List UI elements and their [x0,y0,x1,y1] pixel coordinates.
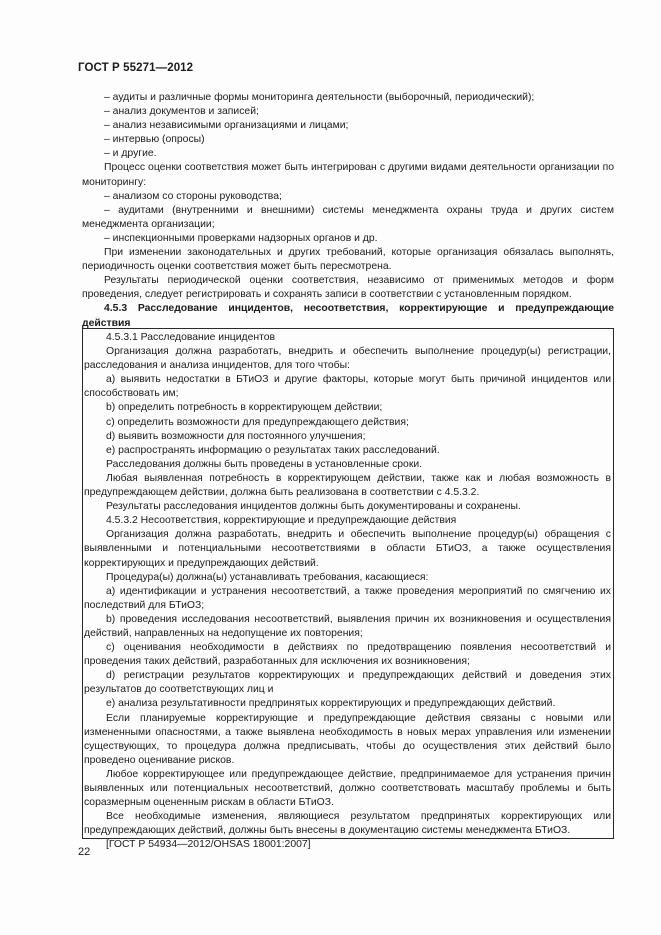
section-heading: 4.5.3 Расследование инцидентов, несоответствия, корректирующие и предупреждающие действия [82,303,614,329]
paragraph: Организация должна разработать, внедрить и обеспечить выполнение процедур(ы) регистрации, расследования и анализа инцидентов, для того чтобы: [84,346,611,372]
list-item: а) выявить недостатки в БТиОЗ и другие факторы, которые могут быть причиной инцидентов или способствовать им; [84,374,611,400]
paragraph: Любое корректирующее или предупреждающее действие, предпринимаемое для устранения причин выявленных или потенциальных несоответствий, должно соответствовать масштабу проблемы и быть соразмерным оцененным рискам в области БТиОЗ. [84,768,611,809]
document-header: ГОСТ Р 55271—2012 [78,62,194,74]
list-item: – анализ документов и записей; [104,106,259,118]
paragraph: Результаты расследования инцидентов должны быть документированы и сохранены. [106,501,521,513]
list-item: e) анализа результативности предпринятых корректирующих и предупреждающих действий. [106,698,556,710]
page-number: 22 [78,846,91,858]
paragraph: Организация должна разработать, внедрить и обеспечить выполнение процедур(ы) обращения с выявленными и потенциальными несоответствиями в области БТиОЗ, а также осуществления корректирующих и предупреждающих действий. [84,529,611,569]
paragraph: Расследования должны быть проведены в установленные сроки. [106,458,423,470]
list-item: d) регистрации результатов корректирующих и предупреждающих действий и доведения этих результатов до соответствующих лиц и [84,670,611,696]
paragraph: Любая выявленная потребность в корректирующем действии, также как и любая возможность в предупреждающем действии, должна быть реализована в соответствии с 4.5.3.2. [84,472,611,499]
list-item: – аудиты и различные формы мониторинга деятельности (выборочный, периодический); [104,92,535,103]
list-item: – инспекционными проверками надзорных органов и др. [104,232,378,244]
paragraph: Процесс оценки соответствия может быть интегрирован с другими видами деятельности организации по мониторингу: [82,162,614,188]
list-item: c) определить возможности для предупреждающего действия; [106,416,409,428]
list-item: – и другие. [104,148,157,160]
list-item: d) выявить возможности для постоянного улучшения; [106,430,366,442]
list-item: а) идентификации и устранения несоответствий, а также проведения мероприятий по смягчению их последствий для БТиОЗ; [84,585,611,611]
list-item: e) распространять информацию о результатах таких расследований. [106,444,440,456]
paragraph: Если планируемые корректирующие и предупреждающие действия связаны с новыми или измененными опасностями, а также выявлена необходимость в новых мерах управления или изменении существующих, то процедура должна предписывать, чтобы до осуществления этих действий было проведено оценивание рисков. [84,712,611,766]
paragraph: Результаты периодической оценки соответствия, независимо от применимых методов и форм проведения, следует регистрировать и сохранять записи в соответствии с установленным порядком. [82,275,614,301]
list-item: b) определить потребность в корректирующем действии; [106,402,383,414]
paragraph: При изменении законодательных и других требований, которые организация обязалась выполнять, периодичность оценки соответствия может быть пересмотрена. [82,247,614,273]
paragraph: Все необходимые изменения, являющиеся результатом предпринятых корректирующих или предупреждающих действий, должны быть внесены в документацию системы менеджмента БТиОЗ. [84,811,611,837]
list-item: b) проведения исследования несоответствий, выявления причин их возникновения и осуществления действий, направленных на недопущение их повторения; [84,613,611,639]
list-item: – анализом со стороны руководства; [104,190,282,202]
list-item: – аудитами (внутренними и внешними) системы менеджмента охраны труда и других систем менеджмента организации; [82,204,614,230]
reference-citation: [ГОСТ Р 54934—2012/OHSAS 18001:2007] [106,839,311,851]
paragraph: Процедура(ы) должна(ы) устанавливать требования, касающиеся: [106,571,429,583]
list-item: c) оценивания необходимости в действиях по предотвращению появления несоответствий и проведения таких действий, разработанных для исключения их возникновения; [84,642,611,668]
subsection-title: 4.5.3.1 Расследование инцидентов [106,332,276,343]
list-item: – интервью (опросы) [104,134,205,146]
main-text [82,91,614,331]
list-item: – анализ независимыми организациями и лицами; [104,120,349,132]
subsection-title: 4.5.3.2 Несоответствия, корректирующие и предупреждающие действия [106,515,457,527]
quoted-standard-text [84,331,611,852]
